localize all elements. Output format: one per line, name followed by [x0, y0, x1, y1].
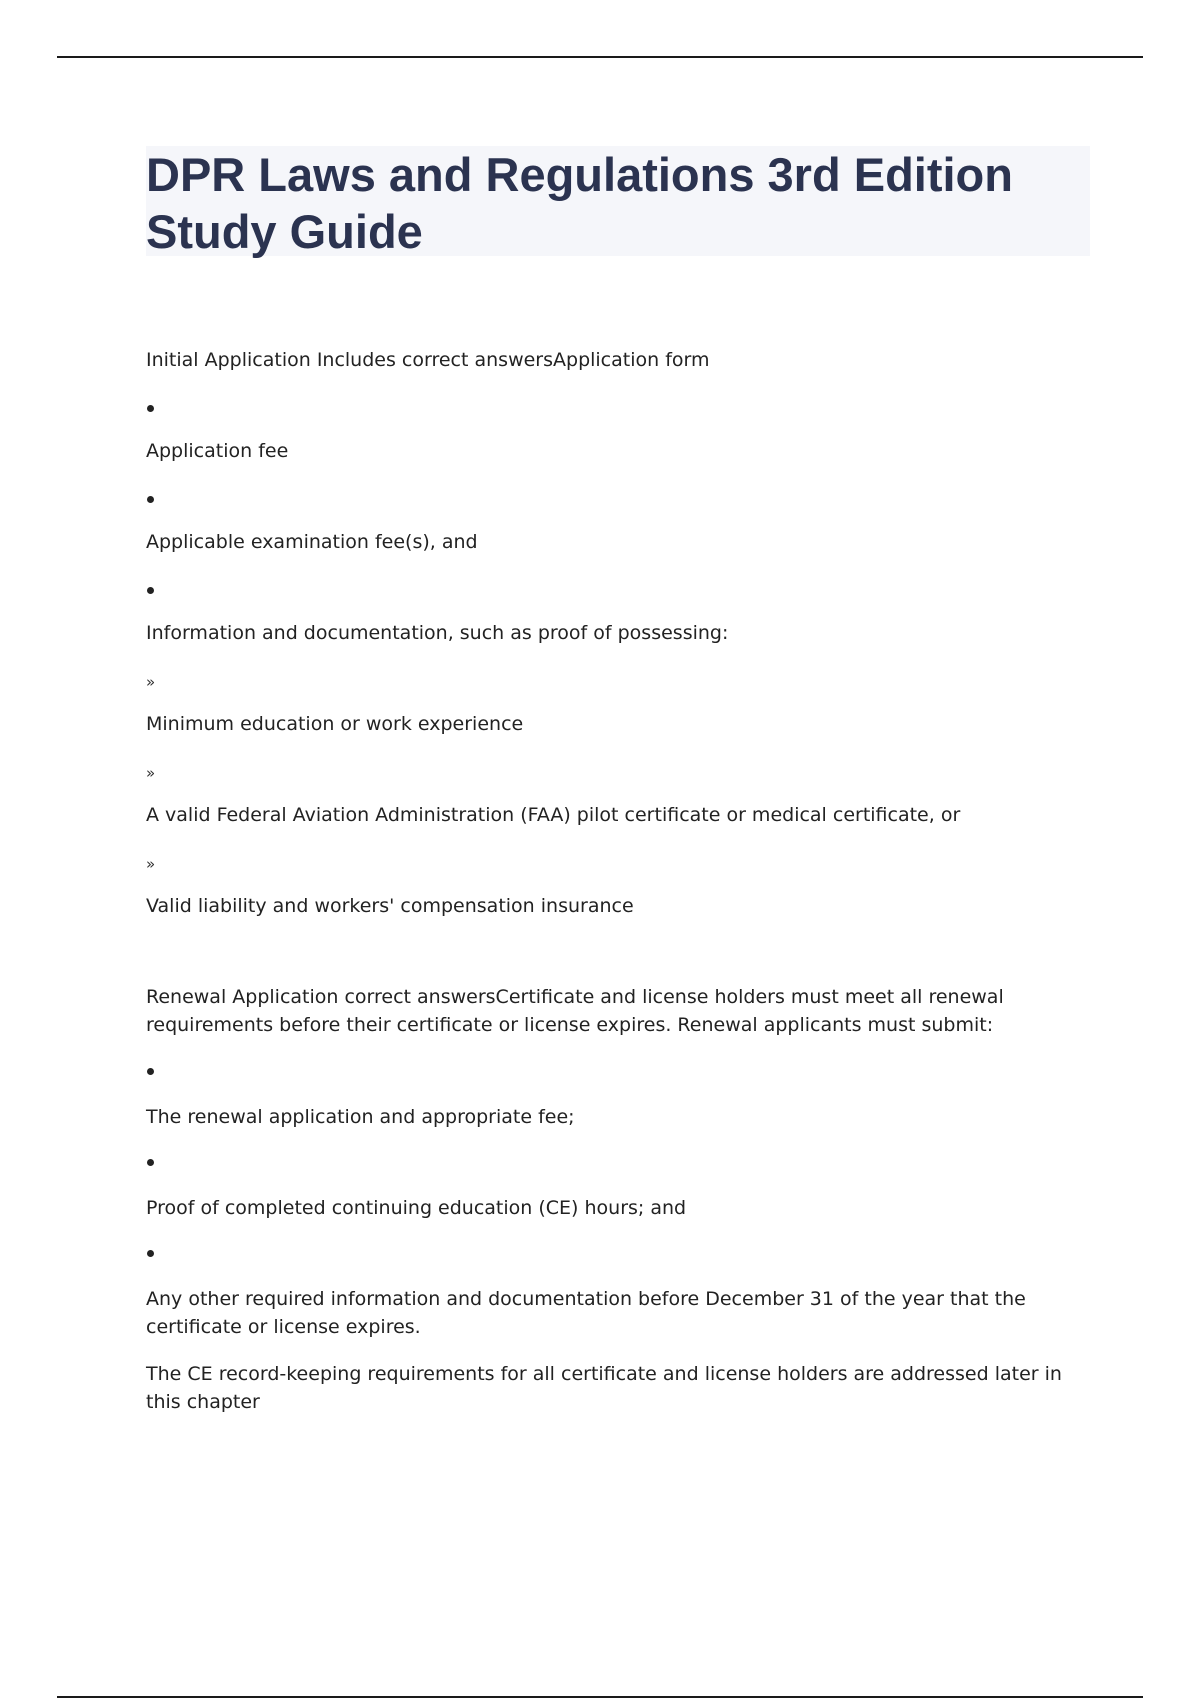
sub-list-item: Minimum education or work experience — [146, 713, 524, 735]
bullet-marker — [146, 395, 166, 423]
sub-marker: » — [146, 764, 156, 782]
list-item: Applicable examination fee(s), and — [146, 531, 478, 553]
closing-paragraph: The CE record-keeping requirements for all certificate and license holders are addressed later in this chapter — [146, 1363, 1062, 1413]
bottom-rule — [57, 1696, 1143, 1698]
section-initial-heading: Initial Application Includes correct answersApplication form — [146, 349, 710, 371]
section-renewal-heading: Renewal Application correct answersCertificate and license holders must meet all renewal requirements before their certificate or license expires. Renewal applicants must submit: — [146, 986, 1004, 1036]
bullet-marker — [146, 1058, 166, 1086]
bullet-marker — [146, 577, 166, 605]
sub-marker: » — [146, 673, 156, 691]
document-title: DPR Laws and Regulations 3rd Edition Study Guide — [146, 148, 1013, 258]
list-item: Information and documentation, such as proof of possessing: — [146, 622, 729, 644]
bullet-marker — [146, 486, 166, 514]
bullet-marker — [146, 1149, 166, 1177]
bullet-marker — [146, 1240, 166, 1268]
list-item: Any other required information and documentation before December 31 of the year that the certificate or license expires. — [146, 1288, 1026, 1338]
sub-list-item: Valid liability and workers' compensation insurance — [146, 895, 634, 917]
sub-marker: » — [146, 855, 156, 873]
list-item: Application fee — [146, 440, 289, 462]
top-rule — [57, 56, 1143, 58]
list-item: The renewal application and appropriate fee; — [146, 1106, 575, 1128]
list-item: Proof of completed continuing education (CE) hours; and — [146, 1197, 687, 1219]
sub-list-item: A valid Federal Aviation Administration (FAA) pilot certificate or medical certificate, or — [146, 804, 961, 826]
